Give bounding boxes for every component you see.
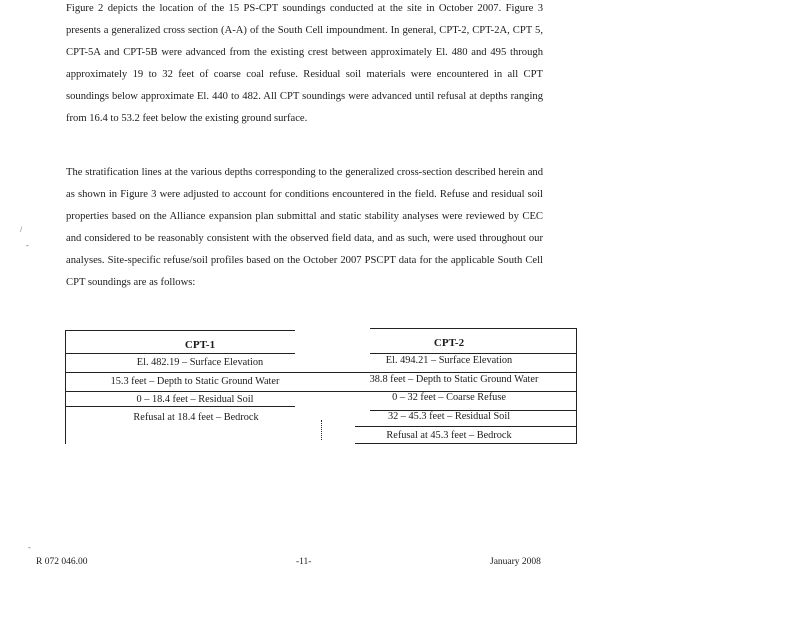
- cpt-profile-table: [65, 328, 577, 446]
- table-rule: [355, 426, 577, 427]
- table-rule: [355, 443, 577, 444]
- table-rule: [65, 330, 295, 331]
- paragraph-cpt-soundings: Figure 2 depicts the location of the 15 PS-CPT soundings conducted at the site in October 2007. Figure 3 presents a generalized cross section (A-A) of the South Cell impoundment. In general, CPT-2, CPT-2A, CPT 5, CPT-5A and CPT-5B were advanced from the existing crest between approximately El. 480 and 495 through approximately 19 to 32 feet of coarse coal refuse. Residual soil materials were encountered in all CPT soundings below approximate El. 440 to 482. All CPT soundings were advanced until refusal at depths ranging from 16.4 to 53.2 feet below the existing ground surface.: [66, 3, 543, 124]
- cpt2-surface-elevation: El. 494.21 – Surface Elevation: [385, 355, 513, 366]
- cpt1-bedrock: Refusal at 18.4 feet – Bedrock: [133, 412, 259, 423]
- cpt2-residual-soil: 32 – 45.3 feet – Residual Soil: [387, 411, 511, 422]
- paragraph-stratification: The stratification lines at the various depths corresponding to the generalized cross-section described herein and as shown in Figure 3 were adjusted to account for conditions encountered in the field. Refuse and residual soil properties based on the Alliance expansion plan submittal and static stability analyses were reviewed by CEC and considered to be reasonably consistent with the observed field data, and as such, were used throughout our analyses. Site-specific refuse/soil profiles based on the October 2007 PSCPT data for the applicable South Cell CPT soundings are as follows:: [66, 167, 543, 288]
- cpt1-ground-water: 15.3 feet – Depth to Static Ground Water: [110, 376, 280, 387]
- cpt2-coarse-refuse: 0 – 32 feet – Coarse Refuse: [392, 392, 506, 403]
- table-rule: [65, 353, 295, 354]
- table-border-right: [576, 328, 577, 444]
- cpt1-surface-elevation: El. 482.19 – Surface Elevation: [136, 357, 264, 368]
- footer-page-number: -11-: [296, 557, 312, 567]
- scan-speck: /: [20, 225, 23, 234]
- cpt2-ground-water: 38.8 feet – Depth to Static Ground Water: [369, 374, 539, 385]
- cpt2-header: CPT-2: [433, 337, 465, 349]
- cpt1-header: CPT-1: [184, 339, 216, 351]
- scan-speck: -: [28, 543, 31, 552]
- scan-speck: -: [26, 241, 29, 250]
- cpt2-bedrock: Refusal at 45.3 feet – Bedrock: [386, 430, 512, 441]
- cpt1-residual-soil: 0 – 18.4 feet – Residual Soil: [136, 394, 254, 405]
- footer-doc-number: R 072 046.00: [36, 557, 88, 567]
- table-rule: [370, 328, 576, 329]
- footer-date: January 2008: [490, 557, 541, 567]
